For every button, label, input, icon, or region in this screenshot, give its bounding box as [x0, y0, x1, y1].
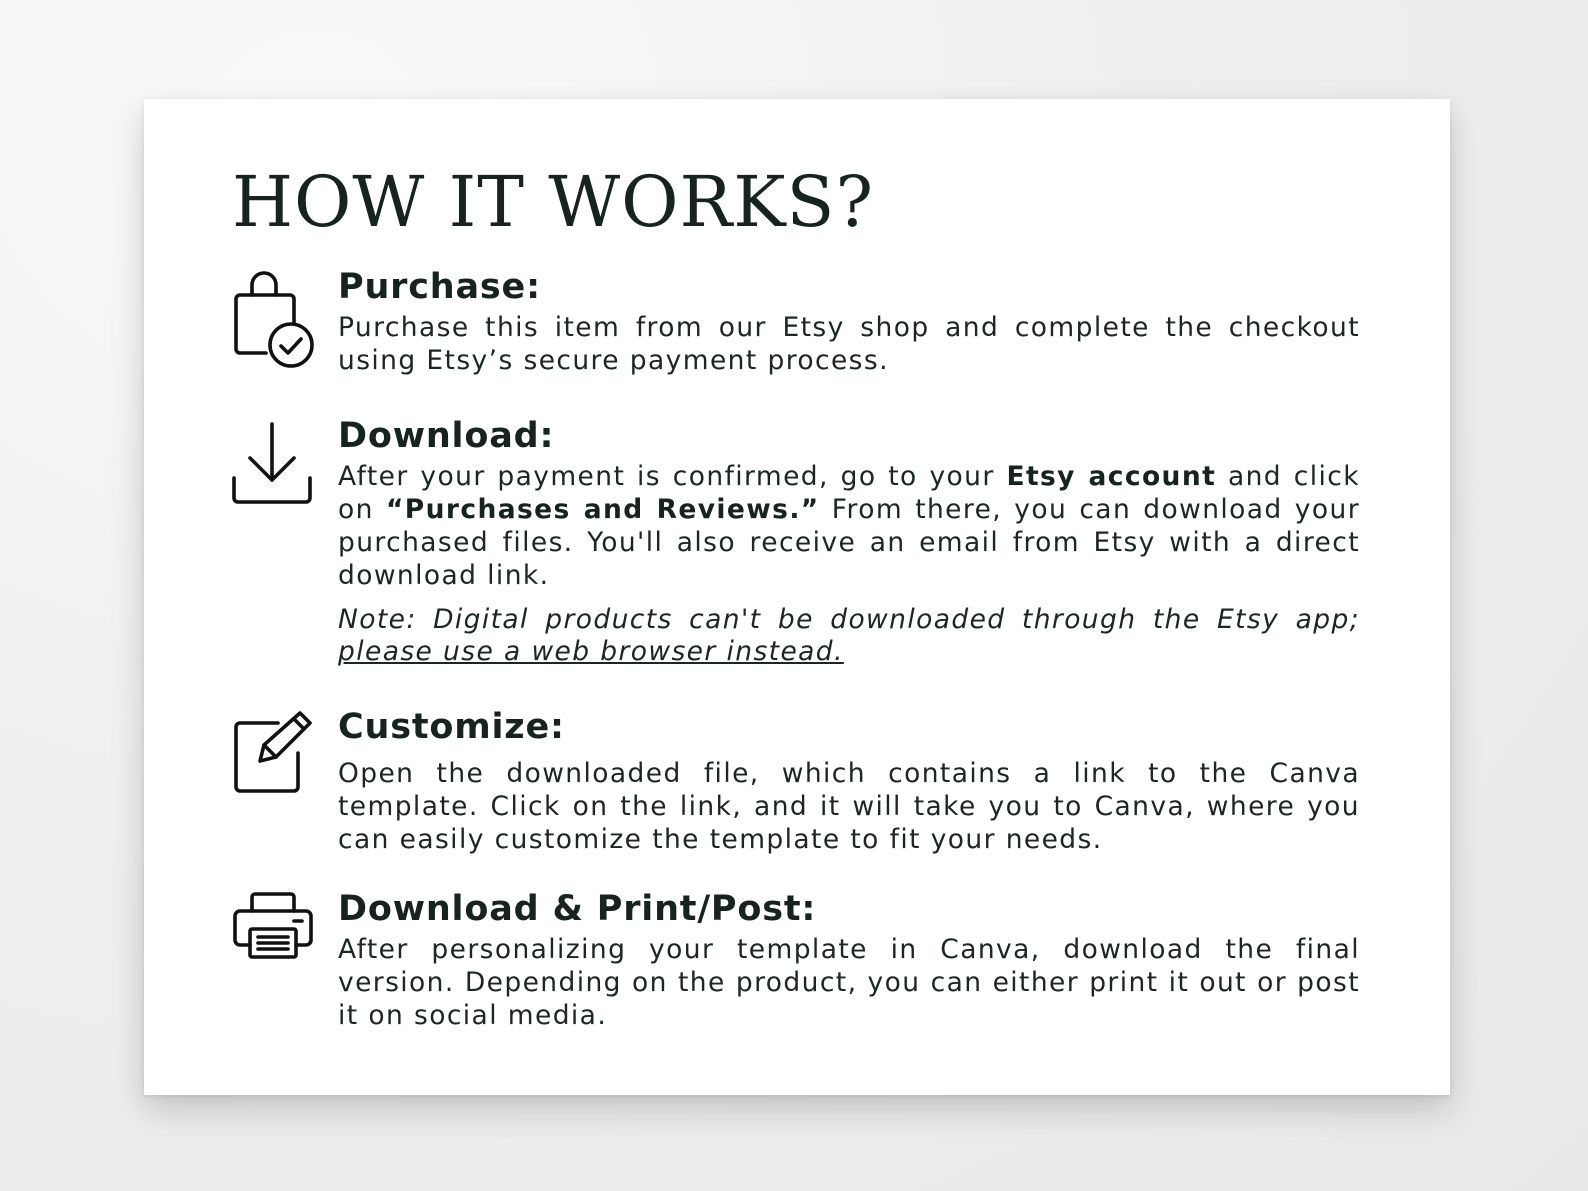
printer-icon	[232, 891, 318, 991]
step-purchase-text: Purchase this item from our Etsy shop and complete the checkout using Etsy’s secure payment process.	[338, 312, 1360, 376]
download-icon	[232, 422, 318, 522]
step-print-post-body	[338, 889, 1360, 1032]
step-customize-heading: Customize:	[338, 707, 565, 747]
step-download-text-part3: From there, you can download your purchased files. You'll also receive an email from Etsy with a direct download link.	[338, 494, 1360, 591]
step-download-text	[338, 460, 1360, 592]
etsy-account-label: Etsy account	[1006, 461, 1217, 492]
download-note-underlined: please use a web browser instead.	[338, 636, 844, 667]
step-purchase-heading: Purchase:	[338, 267, 541, 307]
edit-pencil-icon	[232, 709, 318, 809]
step-customize-body	[338, 707, 1360, 856]
step-download-text-part2: and click on	[338, 461, 1360, 525]
download-note	[338, 604, 1360, 668]
step-purchase-body	[338, 267, 1360, 377]
step-download-heading: Download:	[338, 416, 555, 456]
instructions-card	[144, 99, 1450, 1095]
purchases-and-reviews-label: “Purchases and Reviews.”	[385, 494, 820, 525]
step-download-text-part1: After your payment is confirmed, go to your	[338, 461, 1007, 492]
download-note-text: Note: Digital products can't be downloaded through the Etsy app;	[338, 604, 1360, 635]
step-customize-text: Open the downloaded file, which contains a link to the Canva template. Click on the link, and it will take you to Canva, where you can easily customize the template to fit your needs.	[338, 758, 1360, 855]
step-print-post-heading: Download & Print/Post:	[338, 889, 817, 929]
step-download-body	[338, 416, 1360, 668]
step-print-post-text: After personalizing your template in Canva, download the final version. Depending on the product, you can either print it out or post it on social media.	[338, 934, 1360, 1031]
page-title: HOW IT WORKS?	[232, 161, 875, 243]
shopping-bag-check-icon	[232, 269, 318, 369]
